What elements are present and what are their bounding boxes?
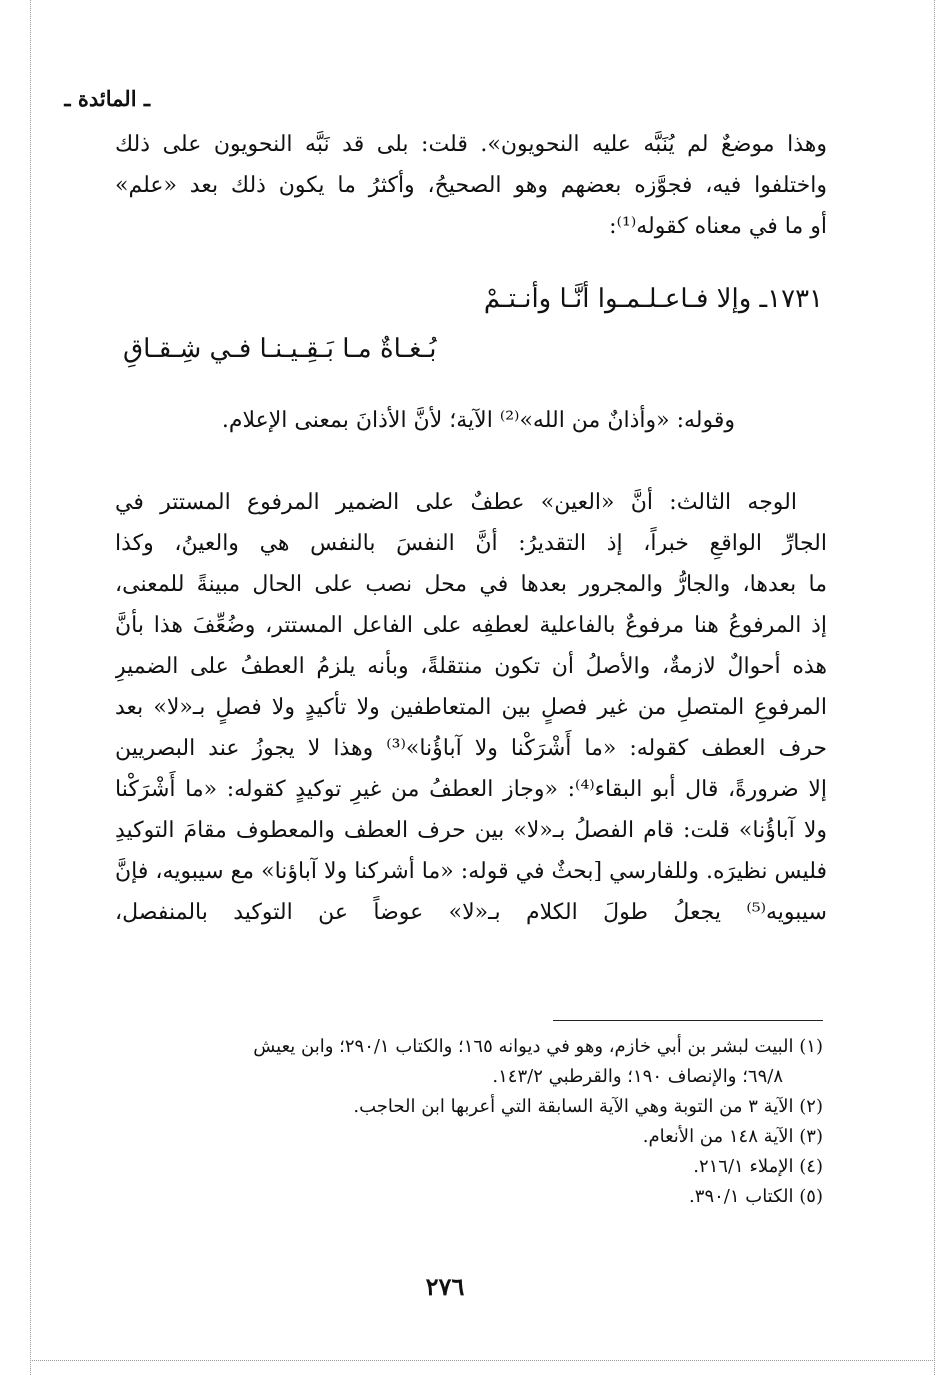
paragraph-2-line: فليس نظيرَه. وللفارسي [بحثٌ في قوله: «ما أشركنا ولا آباؤنا» مع سيبويه، فإنَّ — [115, 859, 827, 884]
paragraph-2-line: سيبويه⁽⁵⁾ يجعلُ طولَ الكلام بـ«لا» عوضاً عن التوكيد بالمنفصل، — [115, 900, 827, 925]
paragraph-2-line: ولا آباؤُنا» قلت: قام الفصلُ بـ«لا» بين حرف العطف والمعطوف مقامَ التوكيدِ — [115, 818, 827, 843]
paragraph-2-line: هذه أحوالٌ لازمةٌ، والأصلُ أن تكون منتقلةً، وبأنه يلزمُ العطفُ على الضميرِ — [115, 654, 827, 679]
footnotes — [111, 1032, 823, 1212]
footnote-separator — [553, 1020, 823, 1021]
quotation-line: وقوله: «وأذانٌ من الله»⁽²⁾ الآية؛ لأنَّ الأذانَ بمعنى الإعلام. — [221, 408, 735, 433]
paragraph-2 — [115, 482, 827, 933]
page-number: ٢٧٦ — [425, 1272, 465, 1301]
paragraph-2-line: إذ المرفوعُ هنا مرفوعٌ بالفاعلية لعطفِه على الفاعل المستتر، وضُعِّفَ هذا بأنَّ — [115, 613, 827, 638]
paragraph-2-line: الوجه الثالث: أنَّ «العين» عطفٌ على الضمير المرفوع المستتر في — [115, 490, 797, 515]
footnote-4: (٤) الإملاء ٢١٦/١. — [693, 1156, 823, 1177]
paragraph-1-line: أو ما في معناه كقوله⁽¹⁾: — [609, 214, 827, 239]
scan-dotted-line-bottom — [30, 1360, 935, 1361]
footnote-2: (٢) الآية ٣ من التوبة وهي الآية السابقة التي أعربها ابن الحاجب. — [353, 1096, 823, 1117]
paragraph-2-line: الجارِّ الواقعِ خبراً، إذ التقديرُ: أنَّ النفسَ بالنفس هي والعينُ، وكذا — [115, 531, 827, 556]
footnote-5: (٥) الكتاب ٣٩٠/١. — [689, 1186, 823, 1207]
footnote-3: (٣) الآية ١٤٨ من الأنعام. — [642, 1126, 823, 1147]
paragraph-1-line: وهذا موضعٌ لم يُنَبَّه عليه النحويون». قلت: بلى قد نَبَّه النحويون على ذلك — [115, 132, 827, 157]
paragraph-1 — [115, 124, 827, 247]
verse-line-1: ١٧٣١ـ وإلا فـاعـلـمـوا أنَّـا وأنـتـمْ — [483, 284, 823, 314]
paragraph-2-line: المرفوعِ المتصلِ من غير فصلٍ بين المتعاطفين ولا تأكيدٍ ولا فصلٍ بـ«لا» بعد — [115, 695, 827, 720]
footnote-1-continuation: ٦٩/٨؛ والإنصاف ١٩٠؛ والقرطبي ١٤٣/٢. — [492, 1066, 783, 1087]
paragraph-2-line: حرف العطف كقوله: «ما أَشْرَكْنا ولا آباؤُنا»⁽³⁾ وهذا لا يجوزُ عند البصريين — [115, 736, 827, 761]
scan-dotted-line-right — [934, 0, 935, 1375]
running-head: ـ المائدة ـ — [64, 86, 150, 111]
paragraph-1-line: واختلفوا فيه، فجوَّزه بعضهم وهو الصحيحُ، وأكثرُ ما يكون ذلك بعد «علم» — [115, 173, 827, 198]
scan-dotted-line-left — [30, 0, 31, 1375]
footnote-1: (١) البيت لبشر بن أبي خازم، وهو في ديوانه ١٦٥؛ والكتاب ٢٩٠/١؛ وابن يعيش — [253, 1036, 823, 1057]
paragraph-2-line: إلا ضرورةً، قال أبو البقاء⁽⁴⁾: «وجاز العطفُ من غيرِ توكيدٍ كقوله: «ما أَشْرَكْنا — [115, 777, 827, 802]
paragraph-2-line: ما بعدها، والجارُّ والمجرور بعدها في محل نصب على الحال مبينةً للمعنى، — [115, 572, 827, 597]
verse-line-2: بُـغـاةٌ مـا بَـقِـيـنـا فـي شِـقـاقِ — [123, 334, 437, 364]
